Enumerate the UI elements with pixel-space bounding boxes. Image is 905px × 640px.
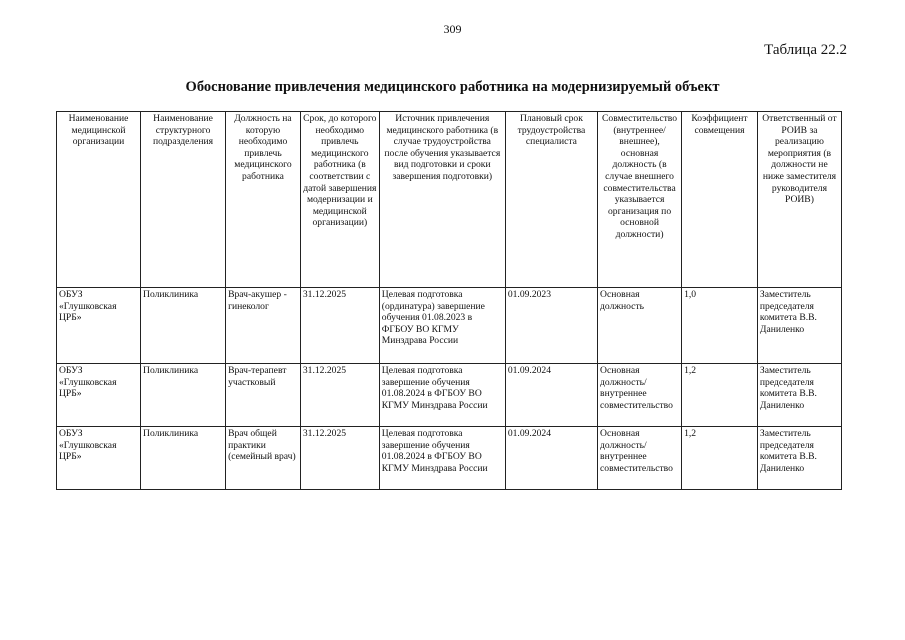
- column-header-source: Источник привлечения медицинского работника (в случае трудоустройства после обучения указывается вид подготовки и сроки завершения подготовки): [379, 112, 505, 288]
- cell-combination: Основная должность/ внутреннее совместительство: [598, 364, 682, 427]
- cell-coefficient: 1,2: [682, 427, 758, 490]
- table-label: Таблица 22.2: [764, 42, 847, 58]
- column-header-combination: Совместительство (внутреннее/ внешнее), основная должность (в случае внешнего совместительства указывается организация по основной должности): [598, 112, 682, 288]
- cell-source: Целевая подготовка завершение обучения 01.08.2024 в ФГБОУ ВО КГМУ Минздрава России: [379, 364, 505, 427]
- table-row: [57, 427, 842, 490]
- table-header-row: [57, 112, 842, 288]
- cell-responsible: Заместитель председателя комитета В.В. Даниленко: [757, 288, 841, 364]
- column-header-position: Должность на которую необходимо привлечь медицинского работника: [226, 112, 301, 288]
- cell-coefficient: 1,2: [682, 364, 758, 427]
- cell-responsible: Заместитель председателя комитета В.В. Даниленко: [757, 427, 841, 490]
- cell-source: Целевая подготовка завершение обучения 01.08.2024 в ФГБОУ ВО КГМУ Минздрава России: [379, 427, 505, 490]
- cell-responsible: Заместитель председателя комитета В.В. Даниленко: [757, 364, 841, 427]
- cell-unit: Поликлиника: [141, 288, 226, 364]
- cell-combination: Основная должность/ внутреннее совместительство: [598, 427, 682, 490]
- cell-unit: Поликлиника: [141, 364, 226, 427]
- table-row: [57, 288, 842, 364]
- column-header-responsible: Ответственный от РОИВ за реализацию мероприятия (в должности не ниже заместителя руководителя РОИВ): [757, 112, 841, 288]
- cell-plan-date: 01.09.2024: [505, 364, 597, 427]
- column-header-org: Наименование медицинской организации: [57, 112, 141, 288]
- cell-plan-date: 01.09.2024: [505, 427, 597, 490]
- justification-table: [56, 111, 842, 490]
- cell-combination: Основная должность: [598, 288, 682, 364]
- cell-org: ОБУЗ «Глушковская ЦРБ»: [57, 288, 141, 364]
- cell-position: Врач-терапевт участковый: [226, 364, 301, 427]
- column-header-plan-date: Плановый срок трудоустройства специалиста: [505, 112, 597, 288]
- cell-org: ОБУЗ «Глушковская ЦРБ»: [57, 364, 141, 427]
- document-title: Обоснование привлечения медицинского работника на модернизируемый объект: [185, 79, 720, 95]
- cell-position: Врач-акушер - гинеколог: [226, 288, 301, 364]
- cell-deadline: 31.12.2025: [300, 288, 379, 364]
- cell-org: ОБУЗ «Глушковская ЦРБ»: [57, 427, 141, 490]
- column-header-unit: Наименование структурного подразделения: [141, 112, 226, 288]
- cell-deadline: 31.12.2025: [300, 364, 379, 427]
- cell-coefficient: 1,0: [682, 288, 758, 364]
- page-number: 309: [443, 22, 462, 36]
- column-header-coefficient: Коэффициент совмещения: [682, 112, 758, 288]
- cell-plan-date: 01.09.2023: [505, 288, 597, 364]
- cell-deadline: 31.12.2025: [300, 427, 379, 490]
- column-header-deadline: Срок, до которого необходимо привлечь медицинского работника (в соответствии с датой завершения модернизации и медицинской организации): [300, 112, 379, 288]
- cell-position: Врач общей практики (семейный врач): [226, 427, 301, 490]
- cell-unit: Поликлиника: [141, 427, 226, 490]
- cell-source: Целевая подготовка (ординатура) завершение обучения 01.08.2023 в ФГБОУ ВО КГМУ Минздрава России: [379, 288, 505, 364]
- table-row: [57, 364, 842, 427]
